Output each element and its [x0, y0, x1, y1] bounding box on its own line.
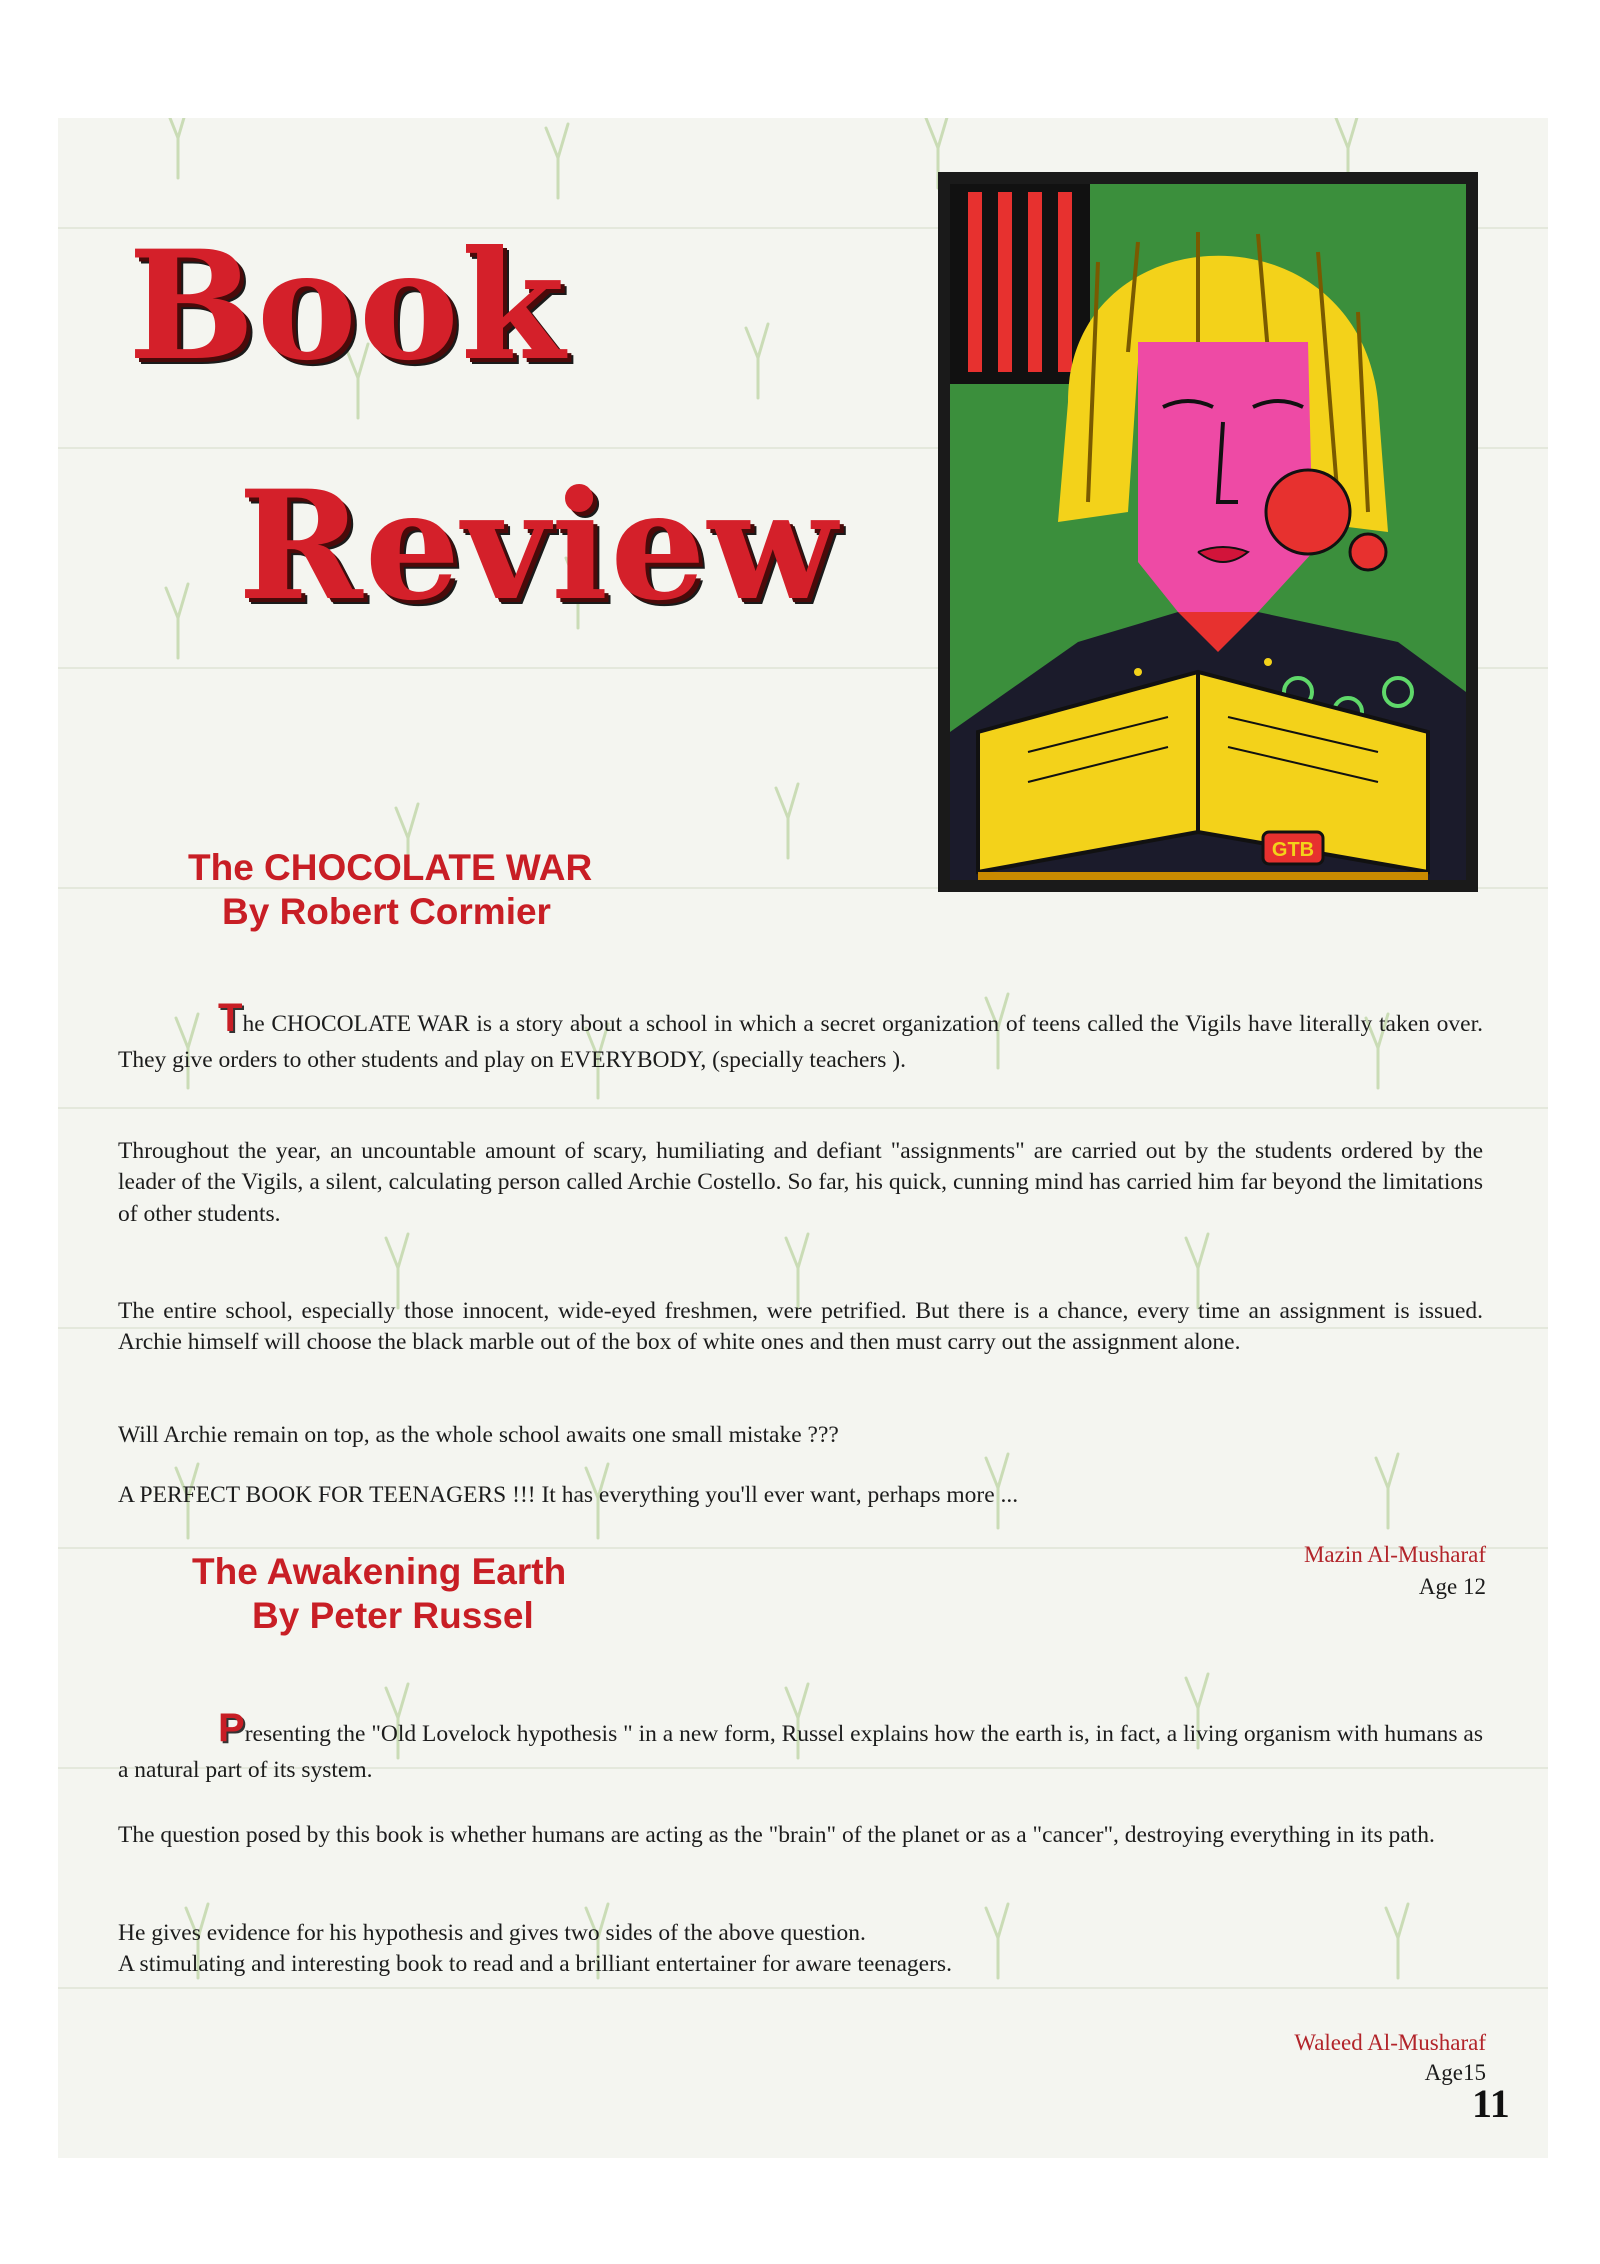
- review-1-paragraph-2: Throughout the year, an uncountable amount of scary, humiliating and defiant "assignments" are carried out by the students ordered by the leader of the Vigils, a silent, calculating person called Archie Costello. So far, his quick, cunning mind has carried him far beyond the limitations of other students.: [118, 1138, 1483, 1227]
- review-1-paragraph-5: A PERFECT BOOK FOR TEENAGERS !!! It has everything you'll ever want, perhaps more ...: [118, 1482, 1019, 1508]
- review-1-paragraph-4: Will Archie remain on top, as the whole school awaits one small mistake ???: [118, 1422, 839, 1448]
- review-1-byline: By Robert Cormier: [222, 891, 551, 933]
- review-1-heading: [188, 846, 592, 935]
- review-1-age: Age 12: [1418, 1574, 1486, 1599]
- review-1-paragraph-1: The CHOCOLATE WAR is a story about a school in which a secret organization of teens called the Vigils have literally taken over. They give orders to other students and play on EVERYBODY, (specially teachers ).: [118, 996, 1483, 1074]
- review-2-age: Age15: [1424, 2060, 1486, 2085]
- review-2-dropcap: P: [218, 1706, 245, 1750]
- review-2-paragraph-1: Presenting the "Old Lovelock hypothesis " in a new form, Russel explains how the earth is, in fact, a living organism with humans as a natural part of its system.: [118, 1706, 1483, 1784]
- page-number: 11: [1472, 2081, 1510, 2126]
- review-2-paragraph-3: He gives evidence for his hypothesis and gives two sides of the above question.: [118, 1920, 866, 1946]
- page-title-review: Review: [238, 458, 839, 634]
- review-1-paragraph-3: The entire school, especially those innocent, wide-eyed freshmen, were petrified. But there is a chance, every time an assignment is issued. Archie himself will choose the black marble out of the box of white ones and then must carry out the assignment alone.: [118, 1298, 1483, 1356]
- review-2-paragraph-2: The question posed by this book is whether humans are acting as the "brain" of the planet or as a "cancer", destroying everything in its path.: [118, 1822, 1435, 1848]
- review-1-dropcap: T: [218, 996, 243, 1040]
- review-1-title: The CHOCOLATE WAR: [188, 847, 593, 888]
- review-2-paragraph-4: A stimulating and interesting book to read and a brilliant entertainer for aware teenagers.: [118, 1951, 952, 1977]
- illustration-logo: GTB: [1271, 839, 1315, 861]
- review-2-byline: By Peter Russel: [252, 1595, 534, 1637]
- review-2-title: The Awakening Earth: [192, 1551, 567, 1592]
- review-1-author: Mazin Al-Musharaf: [1303, 1542, 1486, 1567]
- page-title-book: Book: [128, 218, 567, 394]
- review-2-heading: [192, 1550, 566, 1639]
- woman-reading-book-illustration: [938, 172, 1478, 892]
- review-2-author: Waleed Al-Musharaf: [1294, 2030, 1486, 2055]
- magazine-page: [58, 118, 1548, 2158]
